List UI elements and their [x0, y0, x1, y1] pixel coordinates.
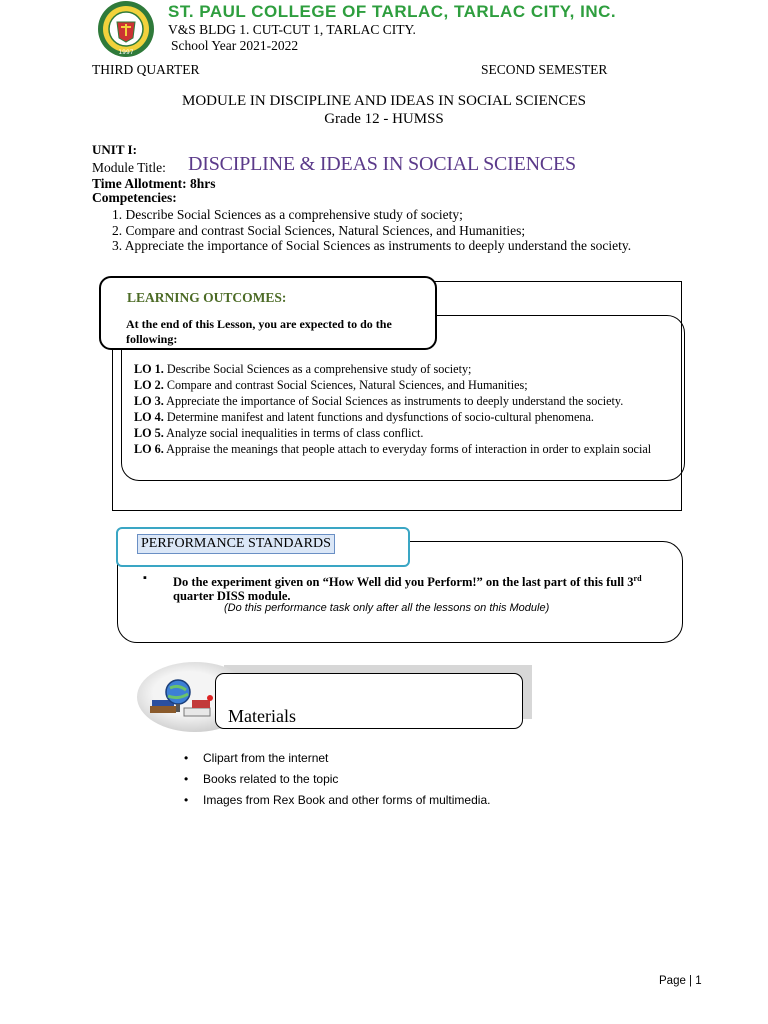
lo-code: LO 1. [134, 362, 164, 376]
lo-text: Determine manifest and latent functions and dysfunctions of socio-cultural phenomena. [163, 410, 594, 424]
school-logo [91, 0, 161, 58]
learning-outcome-item [134, 409, 682, 425]
lo-text: Appreciate the importance of Social Sciences as instruments to deeply understand the society. [163, 394, 624, 408]
logo-year: 1997 [118, 49, 134, 56]
globe-books-icon [148, 676, 218, 722]
learning-outcome-item [134, 441, 682, 457]
lo-code: LO 5. [134, 426, 164, 440]
ps-text-after: quarter DISS module. [173, 589, 291, 604]
ps-text-before: Do the experiment given on “How Well did you Perform!” on the last part of this full 3 [173, 575, 634, 590]
ps-superscript: rd [633, 574, 642, 583]
module-title-value: DISCIPLINE & IDEAS IN SOCIAL SCIENCES [188, 153, 576, 175]
unit-label: UNIT I: [92, 142, 137, 157]
learning-outcome-item [134, 377, 682, 393]
school-year: School Year 2021-2022 [171, 38, 299, 53]
lo-text: Compare and contrast Social Sciences, Natural Sciences, and Humanities; [163, 378, 528, 392]
competencies-label: Competencies: [92, 190, 177, 205]
module-heading: MODULE IN DISCIPLINE AND IDEAS IN SOCIAL SCIENCES [181, 93, 587, 109]
semester-label: SECOND SEMESTER [481, 62, 608, 77]
page-number: Page | 1 [659, 975, 702, 987]
performance-standards-title: PERFORMANCE STANDARDS [137, 534, 335, 554]
learning-outcome-item [134, 361, 682, 377]
competency-item: 3. Appreciate the importance of Social Sciences as instruments to deeply understand the society. [112, 238, 632, 253]
materials-list [184, 748, 490, 811]
lo-code: LO 6. [134, 442, 164, 456]
module-title-label: Module Title: [92, 160, 166, 175]
materials-item: • Books related to the topic [184, 769, 490, 790]
grade-label: Grade 12 - HUMSS [324, 111, 444, 127]
performance-standards-text [173, 572, 653, 603]
time-allotment: Time Allotment: 8hrs [92, 176, 216, 191]
lo-code: LO 3. [134, 394, 164, 408]
lo-text: Appraise the meanings that people attach to everyday forms of interaction in order to explain social [163, 442, 652, 456]
materials-item: • Clipart from the internet [184, 748, 490, 769]
learning-outcomes-intro: At the end of this Lesson, you are expected to do the following: [126, 317, 392, 346]
performance-standards-note: (Do this performance task only after all the lessons on this Module) [224, 602, 550, 614]
materials-item: • Images from Rex Book and other forms of multimedia. [184, 790, 490, 811]
learning-outcome-item [134, 393, 682, 409]
school-name: ST. PAUL COLLEGE OF TARLAC, TARLAC CITY, INC. [168, 2, 617, 21]
lo-code: LO 2. [134, 378, 164, 392]
learning-outcome-item [134, 425, 682, 441]
learning-outcomes-list [134, 361, 682, 457]
square-bullet-icon: ▪ [143, 572, 147, 584]
competency-item: 2. Compare and contrast Social Sciences, Natural Sciences, and Humanities; [112, 222, 526, 238]
quarter-label: THIRD QUARTER [92, 62, 200, 77]
lo-text: Analyze social inequalities in terms of class conflict. [163, 426, 424, 440]
materials-title: Materials [228, 706, 296, 726]
lo-code: LO 4. [134, 410, 164, 424]
learning-outcomes-title: LEARNING OUTCOMES: [127, 290, 287, 305]
lo-text: Describe Social Sciences as a comprehensive study of society; [163, 362, 472, 376]
competencies-list [112, 207, 752, 254]
competency-item: 1. Describe Social Sciences as a comprehensive study of society; [112, 207, 463, 222]
school-address: V&S BLDG 1. CUT-CUT 1, TARLAC CITY. [168, 22, 416, 37]
